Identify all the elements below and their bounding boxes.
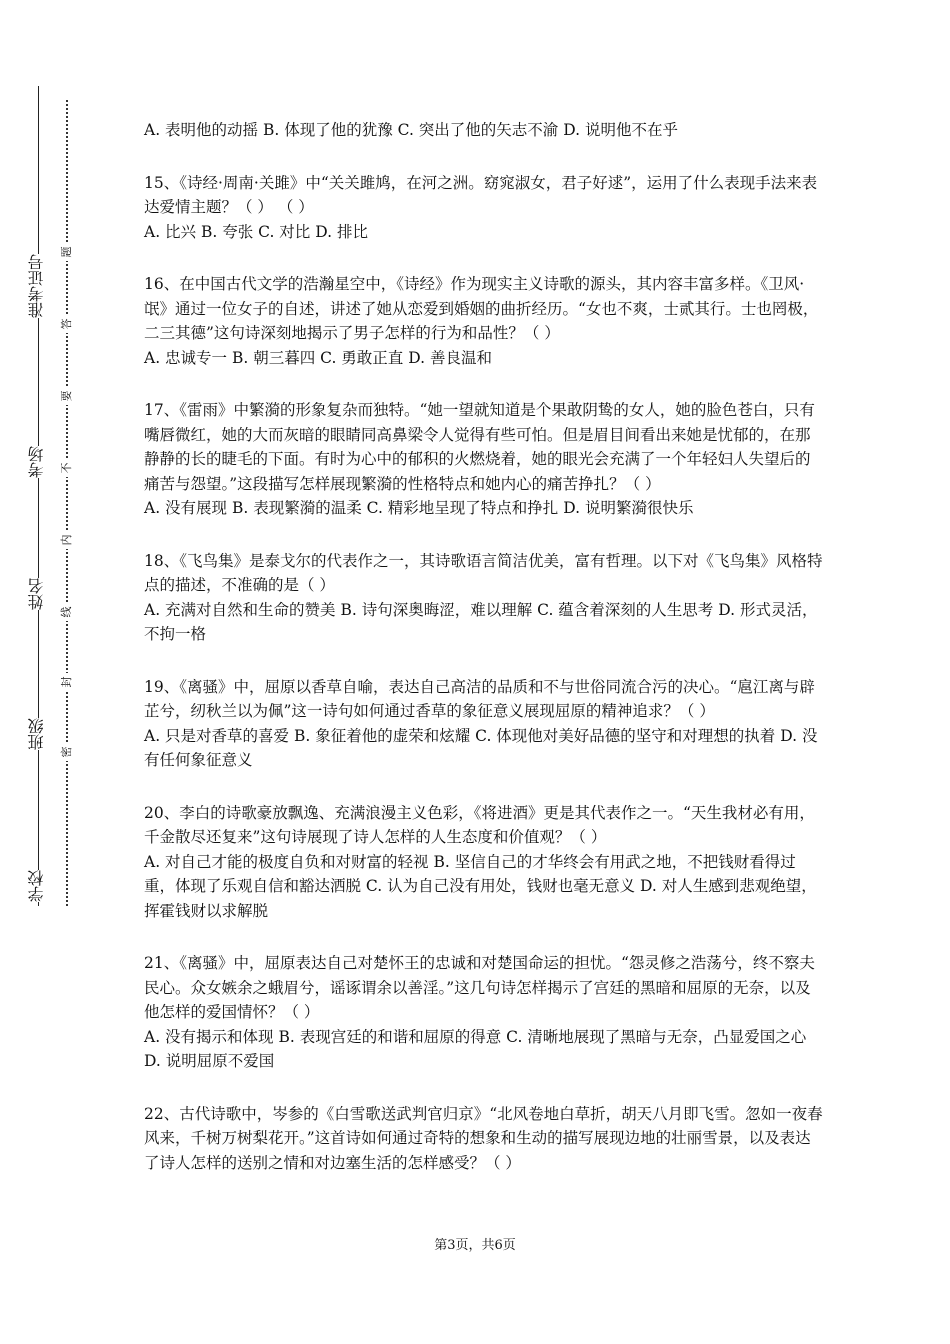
question-stem: 17、《雷雨》中繁漪的形象复杂而独特。“她一望就知道是个果敢阴鸷的女人，她的脸色苍白，只有嘴唇微红，她的大而灰暗的眼睛同高鼻梁令人觉得有些可怕。但是眉目间看出来她是忧郁的，在那静静的长的睫毛的下面。有时为心中的郁积的火燃烧着，她的眼光会充满了一个年轻妇人失望后的痛苦与怨望。”这段描写怎样展现繁漪的性格特点和她内心的痛苦挣扎？（ ） — [144, 401, 815, 493]
field-exam-number: 准考证号 — [22, 254, 52, 318]
question-stem: 21、《离骚》中，屈原表达自己对楚怀王的忠诚和对楚国命运的担忧。“怨灵修之浩荡兮，终不察夫民心。众女嫉余之蛾眉兮，谣诼谓余以善淫。”这几句诗怎样揭示了宫廷的黑暗和屈原的无奈，以及他怎样的爱国情怀？（ ） — [144, 954, 815, 1021]
question-stem: 22、古代诗歌中，岑参的《白雪歌送武判官归京》“北风卷地白草折，胡天八月即飞雪。忽如一夜春风来，千树万树梨花开。”这首诗如何通过奇特的想象和生动的描写展现边地的壮丽雪景，以及表达了诗人怎样的送别之情和对边塞生活的怎样感受？（ ） — [144, 1104, 823, 1172]
question-options: A. 没有揭示和体现 B. 表现宫廷的和谐和屈原的得意 C. 清晰地展现了黑暗与无奈，凸显爱国之心 D. 说明屈原不爱国 — [144, 1027, 807, 1070]
seal-char: 答 — [59, 315, 75, 333]
question-22 — [144, 1102, 824, 1176]
question-21 — [144, 951, 824, 1074]
question-list — [144, 118, 824, 1203]
field-class: 班级 — [22, 718, 52, 750]
question-16 — [144, 272, 824, 370]
question-20 — [144, 801, 824, 924]
seal-char: 线 — [59, 603, 75, 621]
question-stem: 15、《诗经·周南·关雎》中“关关雎鸠，在河之洲。窈窕淑女，君子好逑”，运用了什么表现手法来表达爱情主题？（ ） （ ） — [144, 173, 818, 216]
question-options: A. 只是对香草的喜爱 B. 象征着他的虚荣和炫耀 C. 体现他对美好品德的坚守和对理想的执着 D. 没有任何象征意义 — [144, 726, 818, 769]
seal-char: 内 — [59, 531, 75, 549]
question-stem: 20、李白的诗歌豪放飘逸、充满浪漫主义色彩，《将进酒》更是其代表作之一。“天生我材必有用，千金散尽还复来”这句诗展现了诗人怎样的人生态度和价值观？（ ） — [144, 803, 815, 846]
question-stem: 19、《离骚》中，屈原以香草自喻，表达自己高洁的品质和不与世俗同流合污的决心。“扈江离与辟芷兮，纫秋兰以为佩”这一诗句如何通过香草的象征意义展现屈原的精神追求？（ ） — [144, 677, 815, 720]
question-17 — [144, 398, 824, 521]
seal-char: 要 — [59, 387, 75, 405]
question-options: A. 表明他的动摇 B. 体现了他的犹豫 C. 突出了他的矢志不渝 D. 说明他不在乎 — [144, 121, 678, 139]
question-stem: 16、在中国古代文学的浩瀚星空中，《诗经》作为现实主义诗歌的源头，其内容丰富多样。《卫风·氓》通过一位女子的自述，讲述了她从恋爱到婚姻的曲折经历。“女也不爽，士贰其行。士也罔极，二三其德”这句诗深刻地揭示了男子怎样的行为和品性？（ ） — [144, 275, 819, 342]
binding-solid-line — [38, 86, 39, 906]
question-options: A. 忠诚专一 B. 朝三暮四 C. 勇敢正直 D. 善良温和 — [144, 348, 492, 367]
seal-char: 不 — [59, 459, 75, 477]
question-19 — [144, 675, 824, 773]
field-school: 学校 — [22, 870, 52, 902]
page-footer: 第3页，共6页 — [434, 1238, 516, 1253]
question-15 — [144, 171, 824, 245]
seal-char: 封 — [59, 673, 75, 691]
question-options: A. 充满对自然和生命的赞美 B. 诗句深奥晦涩，难以理解 C. 蕴含着深刻的人生思考 D. 形式灵活，不拘一格 — [144, 600, 818, 643]
question-options: A. 对自己才能的极度自负和对财富的轻视 B. 坚信自己的才华终会有用武之地，不把钱财看得过重，体现了乐观自信和豁达洒脱 C. 认为自己没有用处，钱财也毫无意义 D. 对人生感到悲观绝望，挥霍钱财以求解脱 — [144, 852, 817, 920]
question-14-tail — [144, 118, 824, 143]
binding-seal-line — [66, 100, 68, 906]
question-18 — [144, 549, 824, 647]
field-exam-room: 考场 — [22, 446, 52, 478]
question-options: A. 没有展现 B. 表现繁漪的温柔 C. 精彩地呈现了特点和挣扎 D. 说明繁漪很快乐 — [144, 499, 694, 517]
seal-char: 题 — [59, 243, 75, 261]
field-name: 姓名 — [22, 578, 52, 610]
question-options: A. 比兴 B. 夸张 C. 对比 D. 排比 — [144, 222, 368, 241]
seal-char: 密 — [59, 743, 75, 761]
question-stem: 18、《飞鸟集》是泰戈尔的代表作之一，其诗歌语言简洁优美，富有哲理。以下对《飞鸟集》风格特点的描述，不准确的是（ ） — [144, 551, 823, 594]
